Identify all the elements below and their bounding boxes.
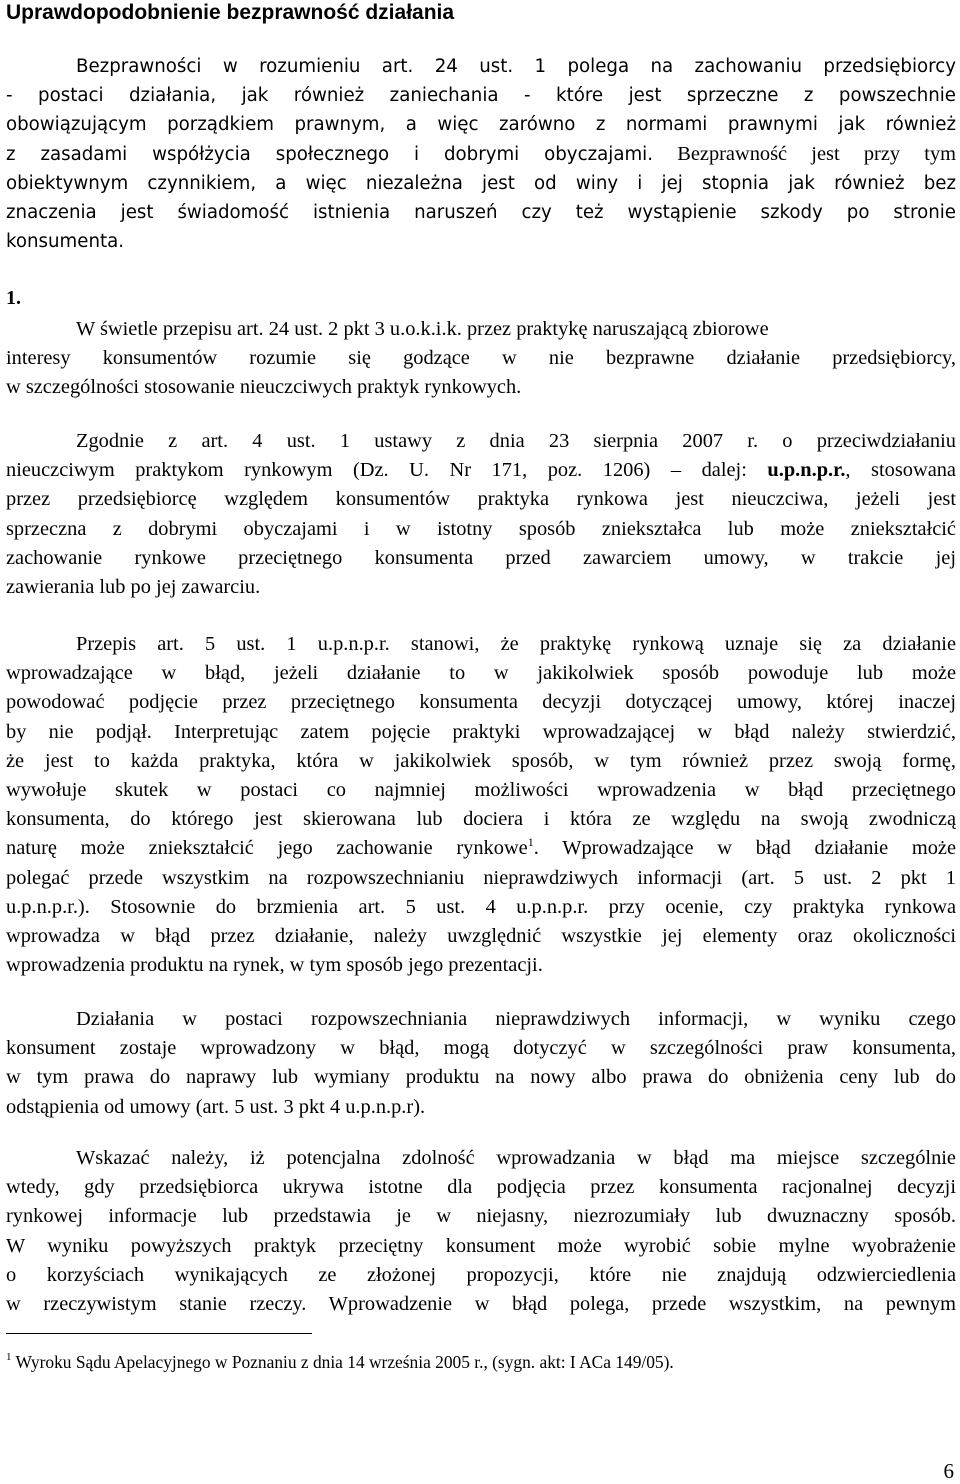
footnote-text: Wyroku Sądu Apelacyjnego w Poznaniu z dnia 14 września 2005 r., (sygn. akt: I ACa 149/05).: [11, 1352, 674, 1372]
text-line: Działania w postaci rozpowszechniania nieprawdziwych informacji, w wyniku czego: [76, 1008, 956, 1030]
text-line: polegać przede wszystkim na rozpowszechnianiu nieprawdziwych informacji (art. 5 ust. 2 pkt 1: [6, 866, 956, 889]
text-line: rynkowej informacje lub przedstawia je w niejasny, niezrozumiały lub dwuznaczny sposób.: [6, 1205, 956, 1228]
text-line: - postaci działania, jak również zaniechania - które jest sprzeczne z powszechnie: [6, 85, 956, 107]
text-span: . Wprowadzające w błąd działanie może: [533, 837, 956, 860]
text-line: konsumenta.: [6, 231, 125, 253]
text-line: wprowadza w błąd przez działanie, należy uwzględnić wszystkie jej elementy oraz okoliczności: [6, 924, 956, 947]
text-line: [6, 140, 956, 169]
text-line: w rzeczywistym stanie rzeczy. Wprowadzenie w błąd polega, przede wszystkim, na pewnym: [6, 1292, 956, 1315]
paragraph-wskazac: [6, 1144, 956, 1319]
text-span: , stosowana: [845, 459, 956, 482]
text-line: że jest to każda praktyka, która w jakikolwiek sposób, w tym również przez swoją formę,: [6, 749, 956, 772]
text-line: sprzeczna z dobrymi obyczajami i w istotny sposób zniekształca lub może zniekształcić: [6, 517, 956, 540]
text-span: Bezprawność jest przy tym: [653, 142, 956, 165]
document-title: Uprawdopodobnienie bezprawność działania: [6, 1, 455, 24]
text-line: W wyniku powyższych praktyk przeciętny konsument może wyrobić sobie mylne wyobrażenie: [6, 1234, 956, 1257]
text-line: Zgodnie z art. 4 ust. 1 ustawy z dnia 23 sierpnia 2007 r. o przeciwdziałaniu: [76, 430, 956, 452]
text-line: Przepis art. 5 ust. 1 u.p.n.p.r. stanowi, że praktykę rynkową uznaje się za działanie: [76, 633, 956, 655]
footnote-reference: 1: [527, 835, 534, 850]
text-line: zachowanie rynkowe przeciętnego konsumenta przed zawarciem umowy, w trakcie jej: [6, 546, 956, 569]
section-number: 1.: [6, 287, 21, 309]
text-line: wtedy, gdy przedsiębiorca ukrywa istotne dla podjęcia przez konsumenta racjonalnej decyzji: [6, 1176, 956, 1199]
text-line: by nie podjął. Interpretując zatem pojęcie praktyki wprowadzającej w błąd należy stwierdzić,: [6, 720, 956, 743]
text-line: konsumenta, do którego jest skierowana lub dociera i która ze względu na swoją zwodniczą: [6, 808, 956, 831]
text-line: Wskazać należy, iż potencjalna zdolność wprowadzania w błąd ma miejsce szczególnie: [76, 1147, 956, 1169]
text-line: u.p.n.p.r.). Stosownie do brzmienia art. 5 ust. 4 u.p.n.p.r. przy ocenie, czy praktyka rynkowa: [6, 895, 956, 918]
text-line: Bezprawności w rozumieniu art. 24 ust. 1 polega na zachowaniu przedsiębiorcy: [76, 56, 956, 77]
abbreviation: u.p.n.p.r.: [767, 459, 846, 482]
text-line: wywołuje skutek w postaci co najmniej możliwości wprowadzenia w błąd przeciętnego: [6, 778, 956, 801]
text-line: o korzyściach wynikających ze złożonej propozycji, które nie znajdują odzwierciedlenia: [6, 1263, 956, 1286]
text-line: interesy konsumentów rozumie się godzące w nie bezprawne działanie przedsiębiorcy,: [6, 347, 956, 370]
footnote-divider: [6, 1333, 312, 1334]
text-line: wprowadzenia produktu na rynek, w tym sposób jego prezentacji.: [6, 954, 543, 977]
text-line: powodować podjęcie przez przeciętnego konsumenta decyzji dotyczącej umowy, której inaczej: [6, 691, 956, 714]
text-line: obiektywnym czynnikiem, a więc niezależna jest od winy i jej stopnia jak również bez: [6, 172, 956, 194]
text-span: naturę może zniekształcić jego zachowanie rynkowe: [6, 837, 528, 860]
footnote-mark: 1: [6, 1351, 12, 1363]
text-span: z zasadami współżycia społecznego i dobrymi obyczajami.: [6, 143, 654, 165]
paragraph-dzialania: [6, 1005, 956, 1122]
paragraph-art-4: [6, 427, 956, 602]
text-line: wprowadzające w błąd, jeżeli działanie to w jakikolwiek sposób powoduje lub może: [6, 662, 956, 685]
text-line: obowiązującym porządkiem prawnym, a więc zarówno z normami prawnymi jak również: [6, 114, 956, 136]
text-line: konsument zostaje wprowadzony w błąd, mogą dotyczyć w szczególności praw konsumenta,: [6, 1037, 956, 1060]
paragraph-bezprawnosc: [6, 52, 956, 256]
paragraph-art-5: [6, 630, 956, 980]
text-line: [6, 834, 956, 863]
text-line: w szczególności stosowanie nieuczciwych praktyk rynkowych.: [6, 376, 522, 399]
text-line: [6, 456, 956, 485]
text-line: zawierania lub po jej zawarciu.: [6, 575, 261, 598]
page-number: 6: [943, 1459, 954, 1483]
footnote: [6, 1352, 674, 1373]
text-line: odstąpienia od umowy (art. 5 ust. 3 pkt 4 u.p.n.p.r).: [6, 1095, 426, 1118]
text-line: znaczenia jest świadomość istnienia naruszeń czy też wystąpienie szkody po stronie: [6, 201, 956, 223]
text-line: w tym prawa do naprawy lub wymiany produktu na nowy albo prawa do obniżenia ceny lub do: [6, 1066, 956, 1089]
text-line: W świetle przepisu art. 24 ust. 2 pkt 3 u.o.k.i.k. przez praktykę naruszającą zbiorowe: [76, 318, 769, 340]
paragraph-art-24: [6, 315, 956, 403]
text-span: nieuczciwym praktykom rynkowym (Dz. U. Nr 171, poz. 1206) – dalej:: [6, 459, 768, 482]
text-line: przez przedsiębiorcę względem konsumentów praktyka rynkowa jest nieuczciwa, jeżeli jest: [6, 488, 956, 511]
